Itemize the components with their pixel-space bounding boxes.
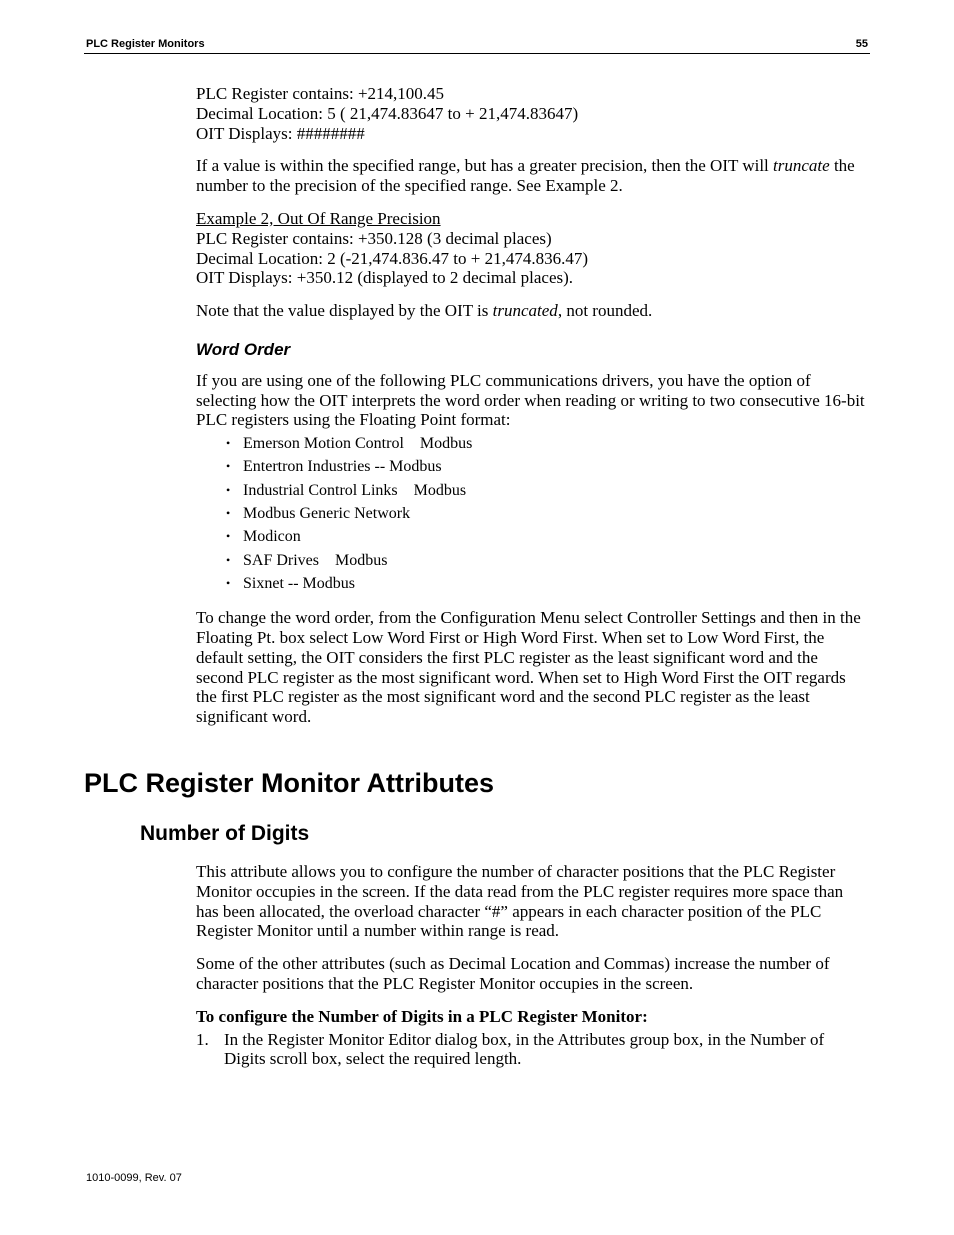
truncate-paragraph: If a value is within the specified range, but has a greater precision, then the OIT will truncate the number to the precision of the specified range. See Example 2. xyxy=(196,156,855,196)
procedure-title: To configure the Number of Digits in a PLC Register Monitor: xyxy=(196,1006,648,1026)
document-id: 1010-0099, Rev. 07 xyxy=(86,1172,182,1184)
example1-line: Decimal Location: 5 ( 21,474.83647 to + 21,474.83647) xyxy=(196,103,579,123)
page-number: 55 xyxy=(855,38,868,50)
example2-title: Example 2, Out Of Range Precision xyxy=(196,208,441,228)
procedure-steps xyxy=(196,1030,868,1070)
word-order-change-paragraph: To change the word order, from the Configuration Menu select Controller Settings and then in the Floating Pt. box select Low Word First or High Word First. When set to Low Word First, the default setting, the OIT considers the first PLC register as the least significant word and the second PLC register as the most significant word. When set to High Word First the OIT regards the first PLC register as the most significant word and the second PLC register as the least significant word. xyxy=(196,608,861,727)
digits-paragraph-1: This attribute allows you to configure the number of character positions that the PLC Register Monitor occupies in the screen. If the data read from the PLC register requires more space than has been allocated, the overload character “#” appears in each character position of the PLC Register Monitor until a number within range is read. xyxy=(196,862,844,941)
section-heading: PLC Register Monitor Attributes xyxy=(84,768,495,798)
example2-line: Decimal Location: 2 (-21,474.836.47 to + 21,474.836.47) xyxy=(196,248,589,268)
body-section-attributes xyxy=(196,862,868,1069)
word-order-intro: If you are using one of the following PLC communications drivers, you have the option of selecting how the OIT interprets the word order when reading or writing to two consecutive 16-bit PLC registers using the Floating Point format: xyxy=(196,370,865,430)
driver-list xyxy=(196,432,868,595)
list-item: • SAF Drives Modbus xyxy=(196,549,868,572)
truncate-emphasis: truncate xyxy=(773,156,830,176)
list-item: • Emerson Motion Control Modbus xyxy=(196,432,868,455)
header-rule xyxy=(84,53,870,54)
example2-block xyxy=(196,209,868,288)
body-section-top xyxy=(196,84,868,740)
list-item: • Industrial Control Links Modbus xyxy=(196,479,868,502)
list-item: • Modicon xyxy=(196,525,868,548)
procedure-step xyxy=(196,1030,868,1070)
example1-line: PLC Register contains: +214,100.45 xyxy=(196,84,445,103)
subsection-heading: Number of Digits xyxy=(140,822,310,845)
list-item: • Entertron Industries -- Modbus xyxy=(196,455,868,478)
example1-line: OIT Displays: ######## xyxy=(196,123,365,143)
page-header-title: PLC Register Monitors xyxy=(86,38,205,50)
note-paragraph: Note that the value displayed by the OIT is truncated, not rounded. xyxy=(196,301,653,321)
truncated-emphasis: truncated xyxy=(492,301,558,321)
step-number: 1. xyxy=(196,1029,209,1049)
list-item: • Sixnet -- Modbus xyxy=(196,572,868,595)
example1-block xyxy=(196,84,868,143)
word-order-heading: Word Order xyxy=(196,339,291,359)
list-item: • Modbus Generic Network xyxy=(196,502,868,525)
example2-line: OIT Displays: +350.12 (displayed to 2 decimal places). xyxy=(196,268,574,288)
step-text: In the Register Monitor Editor dialog box, in the Attributes group box, in the Number of Digits scroll box, select the required length. xyxy=(224,1029,825,1069)
example2-line: PLC Register contains: +350.128 (3 decimal places) xyxy=(196,228,552,248)
digits-paragraph-2: Some of the other attributes (such as Decimal Location and Commas) increase the number of character positions that the PLC Register Monitor occupies in the screen. xyxy=(196,954,830,993)
